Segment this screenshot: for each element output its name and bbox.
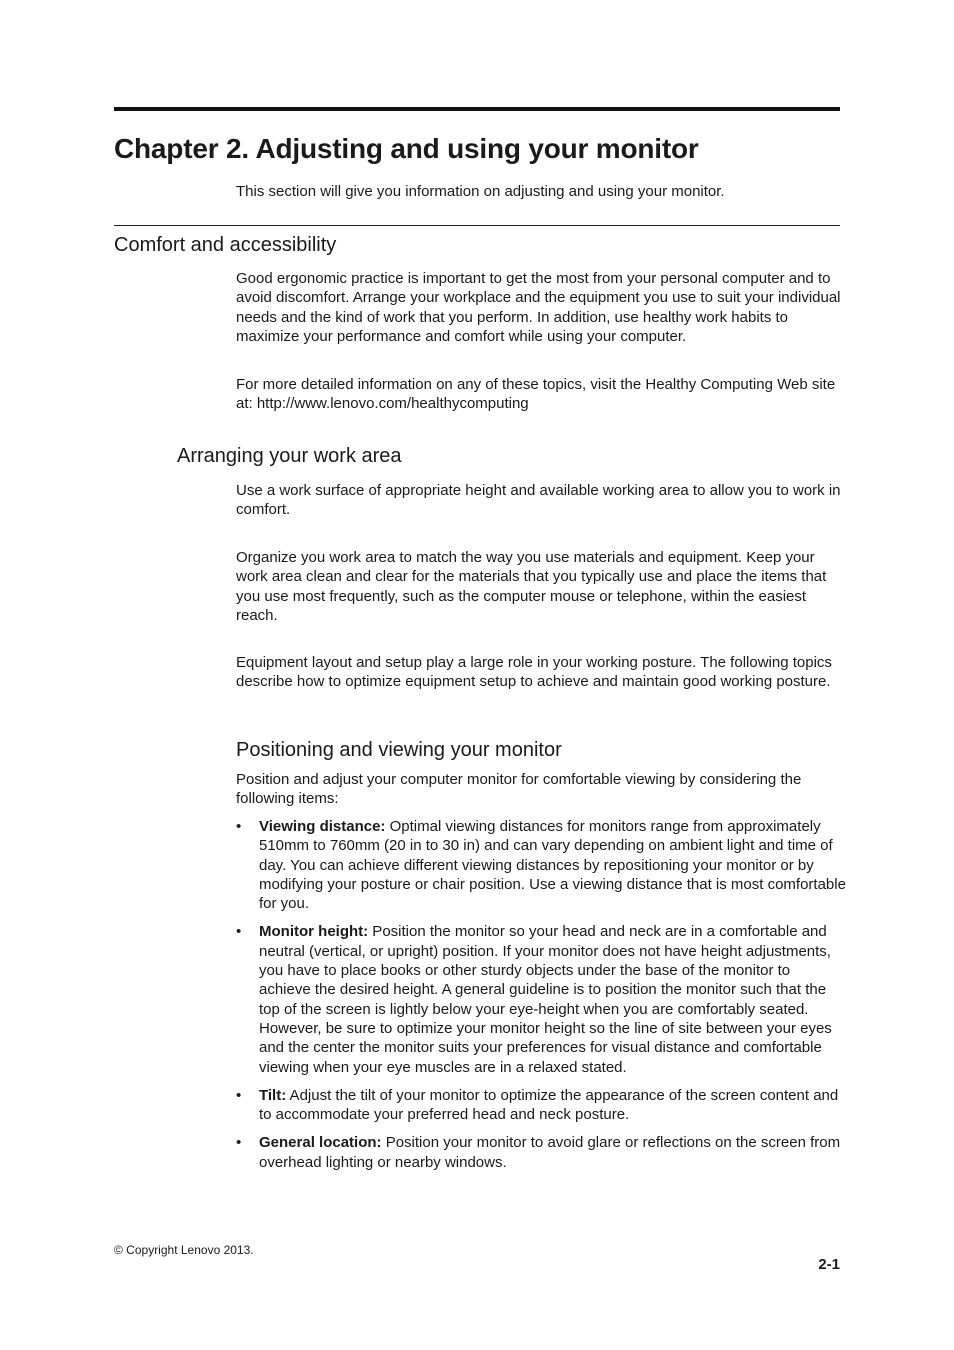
list-item-tilt	[236, 1086, 846, 1125]
positioning-intro: Position and adjust your computer monitor for comfortable viewing by considering the following items:	[236, 771, 802, 808]
positioning-list	[236, 817, 846, 1181]
chapter-top-rule	[114, 107, 840, 111]
item-label: Monitor height:	[259, 923, 369, 941]
item-label: Viewing distance:	[259, 818, 386, 835]
chapter-intro: This section will give you information on adjusting and using your monitor.	[236, 183, 725, 200]
item-text: Position your monitor to avoid glare or reflections on the screen from overhead lighting or nearby windows.	[259, 1134, 841, 1171]
arranging-paragraph-2: Organize you work area to match the way you use materials and equipment. Keep your work area clean and clear for the materials that you typically use and place the items that you use most frequently, such as the computer mouse or telephone, within the easiest reach.	[236, 549, 827, 624]
arranging-paragraph-1: Use a work surface of appropriate height and available working area to allow you to work in comfort.	[236, 482, 841, 519]
page-number: 2-1	[818, 1256, 840, 1273]
arranging-paragraph-3: Equipment layout and setup play a large role in your working posture. The following topics describe how to optimize equipment setup to achieve and maintain good working posture.	[236, 654, 832, 691]
list-item-general-location	[236, 1133, 846, 1172]
comfort-paragraph-2: For more detailed information on any of these topics, visit the Healthy Computing Web site at: http://www.lenovo.com/healthycomputing	[236, 376, 836, 413]
item-label: Tilt:	[259, 1086, 287, 1104]
list-item-monitor-height	[236, 922, 846, 1076]
item-text: Optimal viewing distances for monitors range from approximately 510mm to 760mm (20 in to 30 in) and can vary depending on ambient light and time of day. You can achieve different viewing distances by repositioning your monitor or by modifying your posture or chair position. Use a viewing distance that is most comfortable for you.	[259, 818, 846, 913]
list-item-viewing-distance	[236, 817, 846, 913]
item-text: Position the monitor so your head and neck are in a comfortable and neutral (vertical, or upright) position. If your monitor does not have height adjustments, you have to place books or other sturdy objects under the base of the monitor to achieve the desired height. A general guideline is to position the monitor such that the top of the screen is lightly below your eye-height when you are comfortably seated. However, be sure to optimize your monitor height so the line of site between your eyes and the center the monitor suits your preferences for visual distance and comfortable viewing when your eye muscles are in a relaxed stated.	[259, 923, 832, 1076]
bullet-icon: •	[236, 923, 242, 941]
copyright-notice: © Copyright Lenovo 2013.	[114, 1243, 254, 1257]
comfort-heading: Comfort and accessibility	[114, 234, 337, 256]
section-divider	[114, 225, 840, 226]
item-label: General location:	[259, 1134, 382, 1152]
arranging-heading: Arranging your work area	[177, 445, 402, 467]
comfort-paragraph-1: Good ergonomic practice is important to get the most from your personal computer and to avoid discomfort. Arrange your workplace and the equipment you use to suit your individual needs and the kind of work that you perform. In addition, use healthy work habits to maximize your performance and comfort while using your computer.	[236, 270, 841, 345]
item-text: Adjust the tilt of your monitor to optimize the appearance of the screen content and to accommodate your preferred head and neck posture.	[259, 1086, 839, 1124]
bullet-icon: •	[236, 818, 242, 835]
positioning-heading: Positioning and viewing your monitor	[236, 739, 562, 761]
bullet-icon: •	[236, 1134, 242, 1152]
chapter-title: Chapter 2. Adjusting and using your monitor	[114, 133, 699, 164]
bullet-icon: •	[236, 1086, 242, 1104]
